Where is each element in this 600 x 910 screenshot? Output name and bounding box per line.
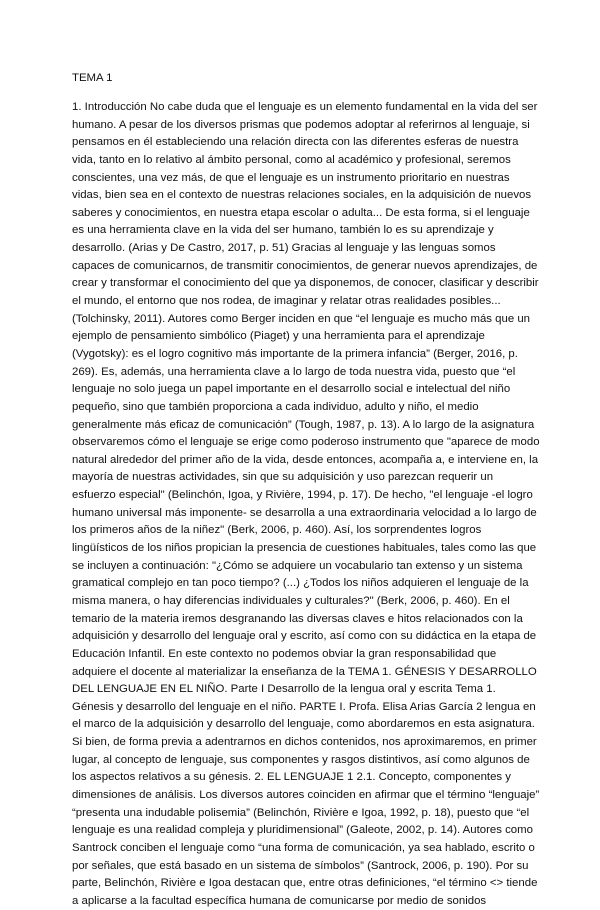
text-line: adquisición y desarrollo del lenguaje oral y escrito, así como con su didáctica en la etapa de bbox=[72, 630, 537, 643]
text-line: dimensiones de análisis. Los diversos autores coinciden en afirmar que el término “lenguaje” bbox=[72, 788, 540, 801]
text-line: ejemplo de pensamiento simbólico (Piaget) y una herramienta para el aprendizaje bbox=[72, 330, 485, 343]
text-line: 1. Introducción No cabe duda que el lenguaje es un elemento fundamental en la vida del ser bbox=[72, 101, 538, 113]
text-line: desarrollo. (Arias y De Castro, 2017, p. 51) Gracias al lenguaje y las lenguas somos bbox=[72, 242, 496, 255]
text-line: observaremos cómo el lenguaje se erige como poderoso instrumento que "aparece de modo bbox=[72, 436, 540, 449]
text-line: 269). Es, además, una herramienta clave a lo largo de toda nuestra vida, puesto que “el bbox=[72, 365, 516, 378]
text-line: vida, tanto en lo relativo al ámbito personal, como al académico y profesional, seremos bbox=[72, 153, 511, 166]
text-line: mayoría de nuestras actividades, sin que su adquisición y uso parezcan requerir un bbox=[72, 471, 494, 484]
text-line: capaces de comunicarnos, de transmitir conocimientos, de generar nuevos aprendizajes, de bbox=[72, 259, 538, 272]
text-line: adquiere el docente al materializar la enseñanza de la TEMA 1. GÉNESIS Y DESARROLLO bbox=[72, 665, 537, 678]
text-line: esfuerzo especial" (Belinchón, Igoa, y Rivière, 1994, p. 17). De hecho, "el lenguaje -el logro bbox=[72, 489, 533, 502]
text-line: los aspectos relativos a su génesis. 2. EL LENGUAJE 1 2.1. Concepto, componentes y bbox=[72, 771, 511, 784]
text-line: gramatical complejo en tan poco tiempo? (...) ¿Todos los niños adquieren el lenguaje de la bbox=[72, 577, 529, 590]
text-line: temario de la materia iremos desgranando las diversas claves e hitos relacionados con la bbox=[72, 612, 523, 625]
text-line: lenguaje es una realidad compleja y pluridimensional” (Galeote, 2002, p. 14). Autores como bbox=[72, 824, 533, 837]
text-line: (Tolchinsky, 2011). Autores como Berger inciden en que “el lenguaje es mucho más que un bbox=[72, 312, 530, 325]
text-line: parte, Belinchón, Rivière e Igoa destacan que, entre otras definiciones, “el término <> tiende bbox=[72, 877, 538, 890]
text-line: generalmente más eficaz de comunicación” (Tough, 1987, p. 13). A lo largo de la asignatura bbox=[72, 418, 535, 431]
text-line: crear y transformar el conocimiento del que ya disponemos, de conocer, clasificar y describir bbox=[72, 277, 539, 290]
text-line: pensamos en él estableciendo una relación directa con las diferentes esferas de nuestra bbox=[72, 136, 519, 149]
text-line: por señales, que está basado en un sistema de símbolos” (Santrock, 2006, p. 190). Por su bbox=[72, 859, 529, 872]
text-line: se incluyen a continuación: "¿Cómo se adquiere un vocabulario tan extenso y un sistema bbox=[72, 559, 523, 572]
text-line: Génesis y desarrollo del lenguaje en el niño. PARTE I. Profa. Elisa Arias García 2 lengua en bbox=[72, 700, 536, 713]
text-line: humano. A pesar de los diversos prismas que podemos adoptar al referirnos al lenguaje, si bbox=[72, 118, 530, 131]
text-line: “presenta una indudable polisemia” (Belinchón, Rivière e Igoa, 1992, p. 18), puesto que “el bbox=[72, 806, 530, 819]
text-line: el marco de la adquisición y desarrollo del lenguaje, como abordaremos en esta asignatura. bbox=[72, 718, 535, 731]
text-line: vidas, bien sea en el contexto de nuestras relaciones sociales, en la adquisición de nuevos bbox=[72, 189, 532, 202]
text-line: Si bien, de forma previa a adentrarnos en dichos contenidos, nos aproximaremos, en primer bbox=[72, 736, 537, 749]
text-line: DEL LENGUAJE EN EL NIÑO. Parte I Desarrollo de la lengua oral y escrita Tema 1. bbox=[72, 683, 496, 696]
body-paragraph bbox=[72, 99, 542, 910]
text-line: (Vygotsky): es el logro cognitivo más importante de la primera infancia” (Berger, 2016, p. bbox=[72, 347, 518, 360]
text-line: a aplicarse a la facultad específica humana de comunicarse por medio de sonidos bbox=[72, 894, 487, 907]
text-line: el mundo, el entorno que nos rodea, de imaginar y relatar otras realidades posibles... bbox=[72, 295, 501, 308]
page-title: TEMA 1 bbox=[72, 72, 113, 84]
text-line: es una herramienta clave en la vida del ser humano, también lo es su aprendizaje y bbox=[72, 224, 494, 237]
text-line: humano universal más imponente- se desarrolla a una extraordinaria velocidad a lo largo de bbox=[72, 506, 537, 519]
text-line: lenguaje no solo juega un papel importante en el desarrollo social e intelectual del niño bbox=[72, 383, 511, 396]
text-line: Educación Infantil. En este contexto no podemos obviar la gran responsabilidad que bbox=[72, 647, 497, 660]
text-line: Santrock conciben el lenguaje como “una forma de comunicación, ya sea hablado, escrito o bbox=[72, 841, 535, 854]
text-line: conscientes, una vez más, de que el lenguaje es un instrumento prioritario en nuestras bbox=[72, 171, 510, 184]
text-line: misma manera, o hay diferencias individuales y culturales?" (Berk, 2006, p. 460). En el bbox=[72, 594, 510, 607]
text-line: pequeño, sino que también proporciona a cada individuo, adulto y niño, el medio bbox=[72, 400, 479, 413]
text-line: natural alrededor del primer año de la vida, desde entonces, acompaña a, e interviene en, la bbox=[72, 453, 539, 466]
text-line: saberes y conocimientos, en nuestra etapa escolar o adulta... De esta forma, si el lenguaje bbox=[72, 206, 530, 219]
text-line: lugar, al concepto de lenguaje, sus componentes y rasgos distintivos, así como algunos de bbox=[72, 753, 530, 766]
text-line: lingüísticos de los niños propician la presencia de cuestiones habituales, tales como las que bbox=[72, 542, 537, 555]
text-line: los primeros años de la niñez" (Berk, 2006, p. 460). Así, los sorprendentes logros bbox=[72, 524, 482, 537]
